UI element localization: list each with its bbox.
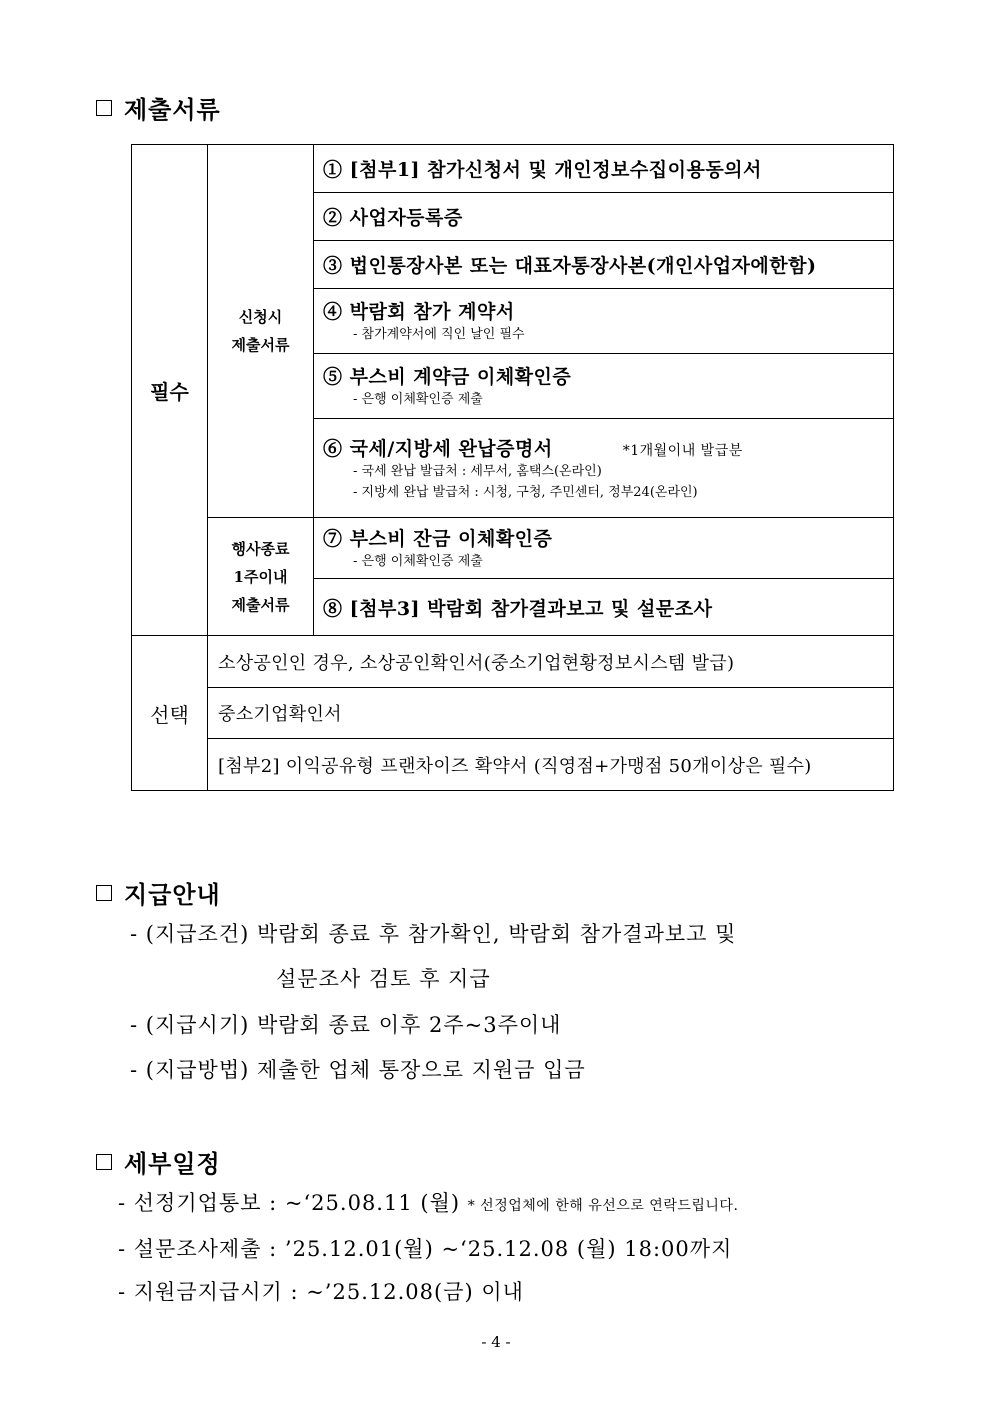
schedule-line-2: - 설문조사제출 : ’25.12.01(월) ~‘25.12.08 (월) 18:00까지 [118,1237,733,1261]
doc-item-title: ① [첨부1] 참가신청서 및 개인정보수집이용동의서 [323,159,762,181]
after-event-label-2: 1주이내 [233,567,288,586]
section-title-documents [96,90,221,125]
doc-item-4 [314,289,894,354]
doc-item-note: - 은행 이체확인증 제출 [353,392,483,407]
doc-item-title: ③ 법인통장사본 또는 대표자통장사본(개인사업자에한함) [323,255,817,277]
table-row [132,636,894,688]
application-docs-label-1: 신청시 [238,308,283,326]
optional-item-3: [첨부2] 이익공유형 프랜차이즈 확약서 (직영점+가맹점 50개이상은 필수) [208,739,894,791]
optional-item-2: 중소기업확인서 [208,688,894,739]
optional-category-cell [132,636,208,791]
payment-line-2: 설문조사 검토 후 지급 [276,967,491,991]
table-row [132,518,894,579]
schedule-text: - 선정기업통보 : ~‘25.08.11 (월) [118,1191,461,1215]
section-title-text: 세부일정 [124,1149,221,1178]
section-title-text: 제출서류 [124,95,221,124]
doc-item-note: - 은행 이체확인증 제출 [353,554,483,569]
table-row [132,145,894,193]
required-category-cell [132,145,208,636]
payment-line-3: - (지급시기) 박람회 종료 이후 2주~3주이내 [130,1013,562,1037]
after-event-docs-cell [208,518,314,636]
doc-item-8 [314,579,894,636]
optional-item-1: 소상공인인 경우, 소상공인확인서(중소기업현황정보시스템 발급) [208,636,894,688]
payment-line-1: - (지급조건) 박람회 종료 후 참가확인, 박람회 참가결과보고 및 [130,922,737,946]
after-event-label-3: 제출서류 [231,595,290,614]
checkbox-square-icon [96,100,112,116]
doc-item-title: ② 사업자등록증 [323,207,463,229]
page-number: - 4 - [481,1333,511,1351]
doc-item-5 [314,354,894,419]
doc-item-1 [314,145,894,193]
doc-item-title: ⑤ 부스비 계약금 이체확인증 [323,366,572,388]
section-title-payment [96,875,221,910]
doc-item-title: ⑧ [첨부3] 박람회 참가결과보고 및 설문조사 [323,597,713,620]
doc-item-title-row [323,434,893,461]
checkbox-square-icon [96,885,112,901]
optional-label: 선택 [150,702,189,727]
doc-item-2 [314,193,894,241]
doc-item-inline-note: *1개월이내 발급분 [622,442,743,459]
doc-item-note: - 국세 완납 발급처 : 세무서, 홈택스(온라인) [353,463,602,479]
required-label: 필수 [150,379,189,404]
section-title-schedule [96,1144,221,1179]
doc-item-6 [314,419,894,518]
payment-line-4: - (지급방법) 제출한 업체 통장으로 지원금 입금 [130,1058,586,1082]
doc-item-7 [314,518,894,579]
table-row [132,688,894,739]
checkbox-square-icon [96,1154,112,1170]
schedule-note: * 선정업체에 한해 유선으로 연락드립니다. [467,1198,739,1214]
doc-item-3 [314,241,894,289]
table-row [132,739,894,791]
section-title-text: 지급안내 [124,880,221,909]
documents-table [131,144,894,791]
after-event-label-1: 행사종료 [231,539,290,558]
application-docs-label-2: 제출서류 [231,336,290,354]
doc-item-title: ⑥ 국세/지방세 완납증명서 [323,437,553,460]
doc-item-title: ④ 박람회 참가 계약서 [323,301,515,323]
application-docs-cell [208,145,314,518]
schedule-line-3: - 지원금지급시기 : ~’25.12.08(금) 이내 [118,1280,524,1304]
doc-item-note-2: - 지방세 완납 발급처 : 시청, 구청, 주민센터, 정부24(온라인) [353,484,698,500]
doc-item-title: ⑦ 부스비 잔금 이체확인증 [323,528,553,550]
schedule-line-1 [118,1187,738,1217]
doc-item-note: - 참가계약서에 직인 날인 필수 [353,327,525,342]
